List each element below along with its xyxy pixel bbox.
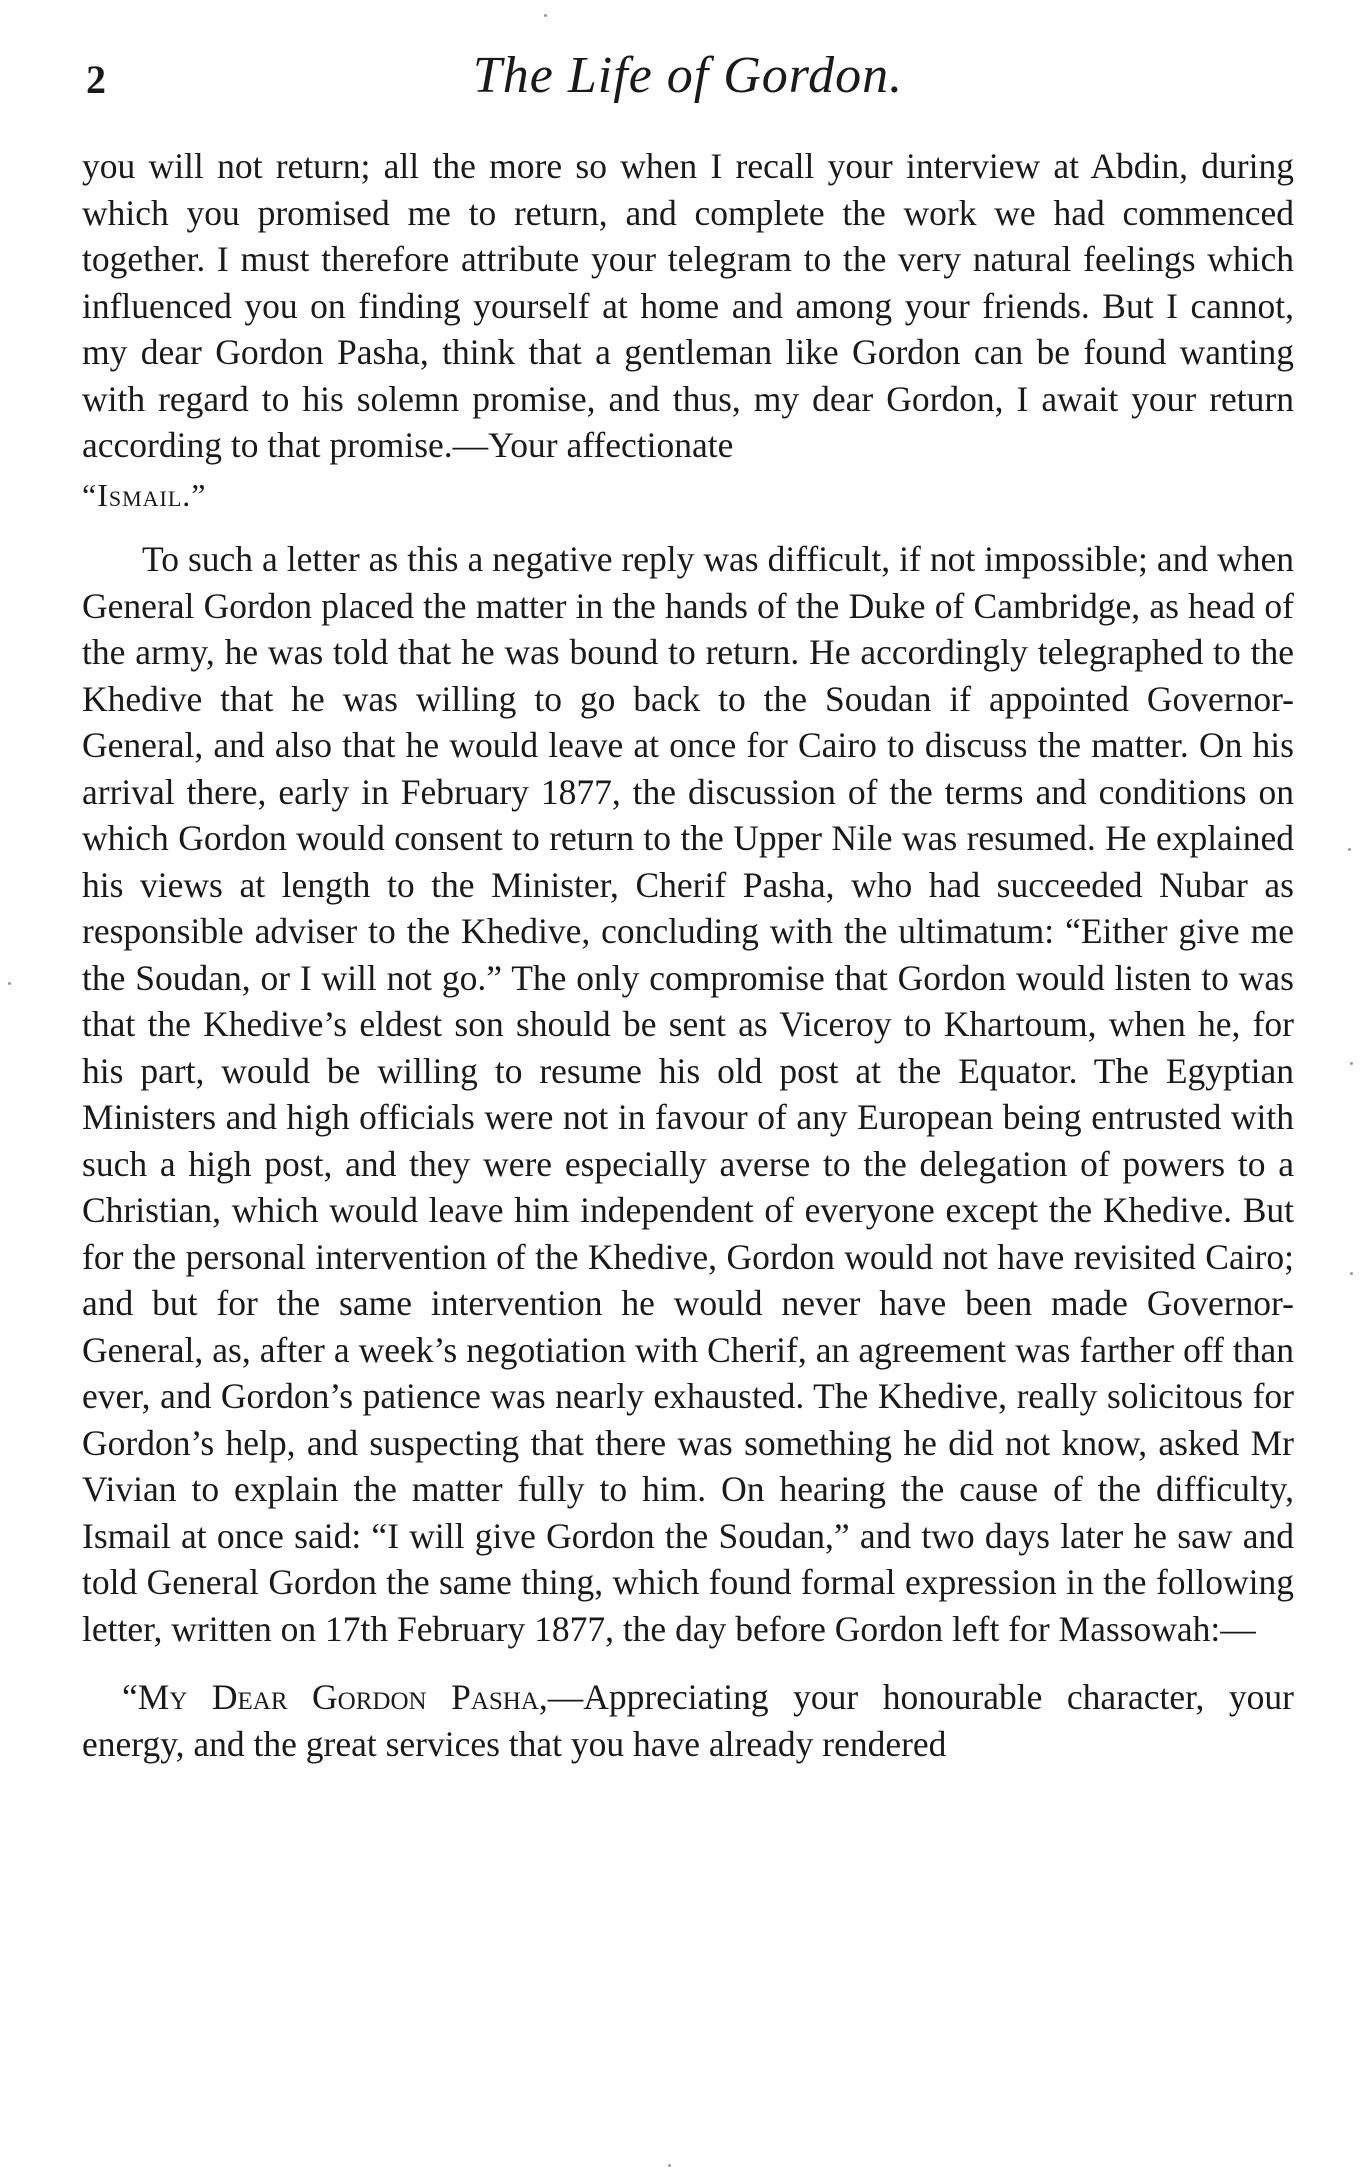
- second-letter-paragraph: [82, 1674, 1294, 1767]
- second-letter-salutation: “My Dear Gordon Pasha,: [122, 1677, 548, 1717]
- letter-signature: “Ismail.”: [82, 476, 207, 513]
- running-head: [82, 42, 1294, 112]
- paper-speck: [1348, 848, 1351, 851]
- paper-speck: [8, 982, 11, 985]
- page-number: 2: [86, 57, 106, 102]
- running-title: The Life of Gordon.: [472, 47, 904, 104]
- second-letter-body: —Appreciating your honourable character, your energy, and the great services that you have already rendered: [82, 1677, 1294, 1764]
- narrative-paragraph: To such a letter as this a negative reply was difficult, if not impossible; and when General Gordon placed the matter in the hands of the Duke of Cambridge, as head of the army, he was told that he was bound to return. He accordingly telegraphed to the Khedive that he was willing to go back to the Soudan if appointed Governor-General, and also that he would leave at once for Cairo to discuss the matter. On his arrival there, early in February 1877, the discussion of the terms and conditions on which Gordon would consent to return to the Upper Nile was resumed. He explained his views at length to the Minister, Cherif Pasha, who had succeeded Nubar as responsible adviser to the Khedive, concluding with the ultimatum: “Either give me the Soudan, or I will not go.” The only compromise that Gordon would listen to was that the Khedive’s eldest son should be sent as Viceroy to Khartoum, when he, for his part, would be willing to resume his old post at the Equator. The Egyptian Ministers and high officials were not in favour of any European being entrusted with such a high post, and they were especially averse to the delegation of powers to a Christian, which would leave him independent of everyone except the Khedive. But for the personal intervention of the Khedive, Gordon would not have revisited Cairo; and but for the same intervention he would never have been made Governor-General, as, after a week’s negotiation with Cherif, an agreement was farther off than ever, and Gordon’s patience was nearly exhausted. The Khedive, really solicitous for Gordon’s help, and suspecting that there was something he did not know, asked Mr Vivian to explain the matter fully to him. On hearing the cause of the difficulty, Ismail at once said: “I will give Gordon the Soudan,” and two days later he saw and told General Gordon the same thing, which found formal expression in the following letter, written on 17th February 1877, the day before Gordon left for Massowah:—: [82, 539, 1294, 1649]
- paper-speck: [1350, 1062, 1353, 1065]
- paper-speck: [544, 14, 547, 17]
- letter-continuation-paragraph: you will not return; all the more so when I recall your interview at Abdin, during which you promised me to return, and complete the work we had commenced together. I must therefore attribute your telegram to the very natural feelings which influenced you on finding yourself at home and among your friends. But I cannot, my dear Gordon Pasha, think that a gentleman like Gordon can be found wanting with regard to his solemn promise, and thus, my dear Gordon, I await your return according to that promise.—Your affectionate: [82, 146, 1294, 465]
- paper-speck: [1350, 1272, 1353, 1275]
- body-text: [82, 143, 1294, 1767]
- paper-speck: [668, 2164, 671, 2167]
